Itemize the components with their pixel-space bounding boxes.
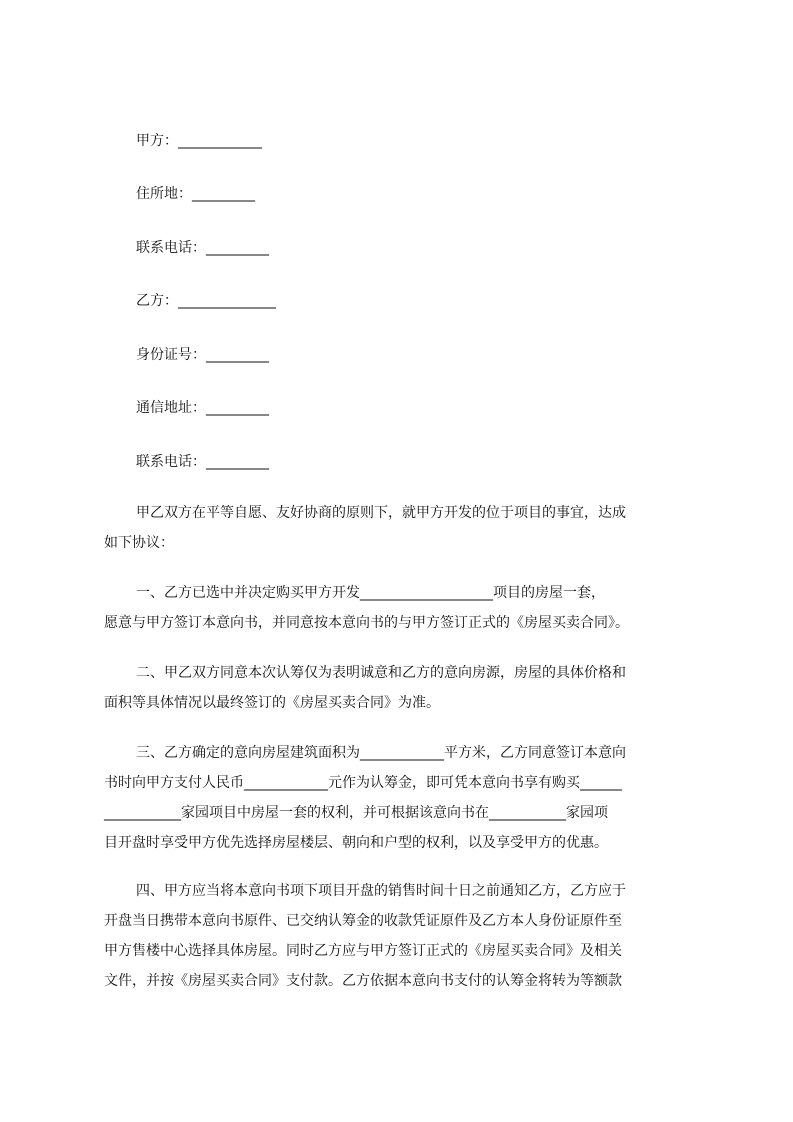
phone-b-field: 联系电话：_________ <box>136 454 269 470</box>
intro-line-1: 甲乙双方在平等自愿、友好协商的原则下，就甲方开发的位于项目的事宜，达成 <box>136 505 626 521</box>
clause-3-line-3: ___________家园项目中房屋一套的权利，并可根据该意向书在___________家园项 <box>104 805 608 821</box>
intro-line-2: 如下协议： <box>104 535 174 551</box>
address-field: 通信地址：_________ <box>136 400 269 416</box>
clause-4-line-2: 开盘当日携带本意向书原件、已交纳认筹金的收款凭证原件及乙方本人身份证原件至 <box>104 913 622 929</box>
id-number-field: 身份证号：_________ <box>136 347 269 363</box>
clause-3-line-2: 书时向甲方支付人民币____________元作为认筹金，即可凭本意向书享有购买______ <box>104 775 622 791</box>
phone-a-field: 联系电话：_________ <box>136 240 269 256</box>
clause-4-paragraph <box>104 876 700 996</box>
clause-4-line-4: 文件，并按《房屋买卖合同》支付款。乙方依据本意向书支付的认筹金将转为等额款 <box>104 973 622 989</box>
intro-paragraph <box>104 498 700 558</box>
party-a-field: 甲方：____________ <box>136 133 262 149</box>
clause-2-line-2: 面积等具体情况以最终签订的《房屋买卖合同》为准。 <box>104 695 440 711</box>
party-b-field: 乙方：______________ <box>136 293 276 309</box>
clause-3-line-1: 三、乙方确定的意向房屋建筑面积为____________平方米，乙方同意签订本意向 <box>136 745 626 761</box>
clause-4-line-1: 四、甲方应当将本意向书项下项目开盘的销售时间十日之前通知乙方，乙方应于 <box>136 883 626 899</box>
clause-3-paragraph <box>104 738 700 858</box>
clause-4-line-3: 甲方售楼中心选择具体房屋。同时乙方应与甲方签订正式的《房屋买卖合同》及相关 <box>104 943 622 959</box>
clause-3-line-4: 目开盘时享受甲方优先选择房屋楼层、朝向和户型的权利，以及享受甲方的优惠。 <box>104 835 608 851</box>
clause-1-line-1: 一、乙方已选中并决定购买甲方开发___________________项目的房屋一套， <box>136 585 605 601</box>
clause-2-line-1: 二、甲乙双方同意本次认筹仅为表明诚意和乙方的意向房源，房屋的具体价格和 <box>136 665 626 681</box>
clause-1-line-2: 愿意与甲方签订本意向书，并同意按本意向书的与甲方签订正式的《房屋买卖合同》。 <box>104 615 629 631</box>
clause-2-paragraph <box>104 658 700 718</box>
residence-field: 住所地：_________ <box>136 186 255 202</box>
clause-1-paragraph <box>104 578 700 638</box>
